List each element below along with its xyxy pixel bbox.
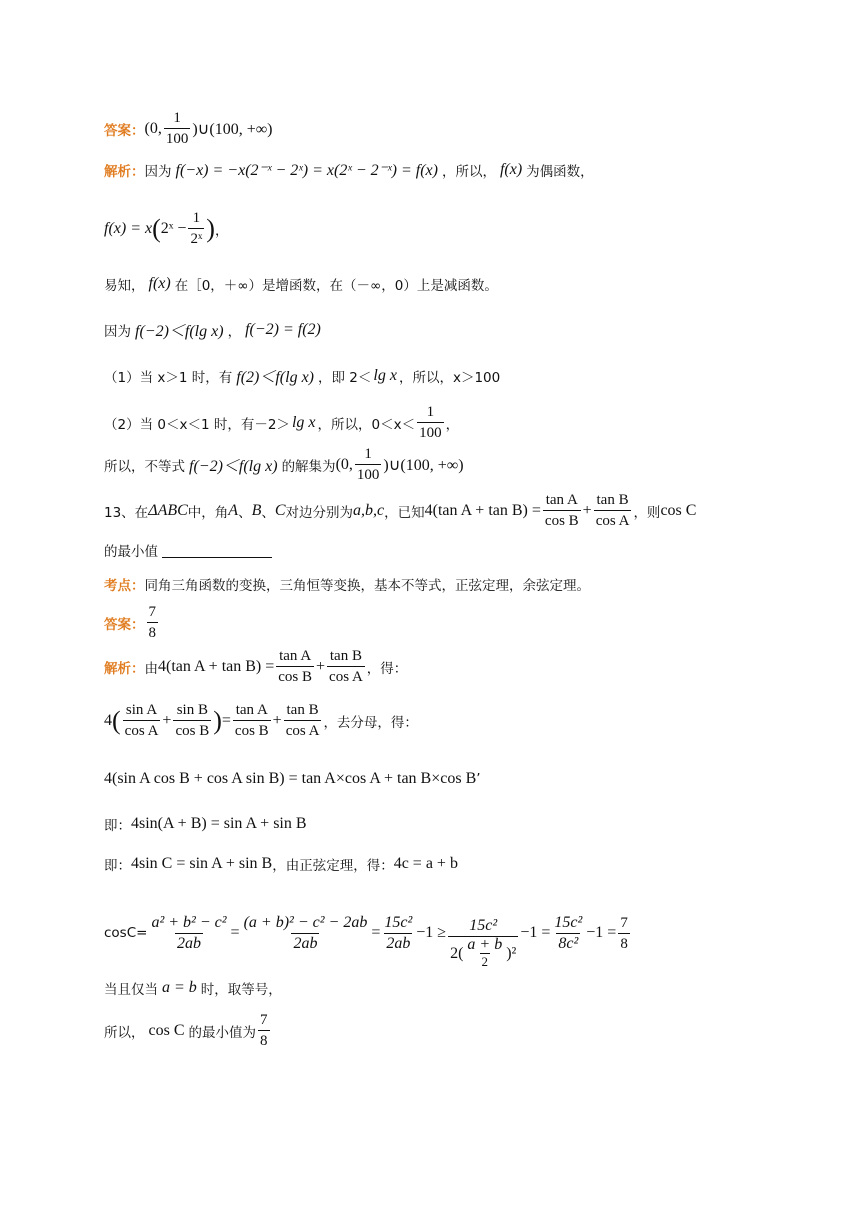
fraction	[552, 913, 584, 954]
text: 中，角	[187, 504, 229, 521]
math-expression: −1 =	[586, 924, 617, 941]
fraction	[284, 700, 322, 741]
analysis-line-2	[104, 208, 228, 249]
math-expression: 4sin(A + B) = sin A + sin B	[131, 815, 307, 832]
text: ，	[214, 222, 229, 239]
fraction-numerator: tan B	[329, 648, 362, 664]
fraction-denominator: cos B	[276, 666, 314, 687]
fraction	[543, 490, 581, 531]
math-expression: +	[272, 711, 282, 729]
math-expression: f(−x) = −x(2⁻ˣ − 2ˣ) = x(2ˣ − 2⁻ˣ) = f(x)	[175, 162, 438, 179]
fraction	[188, 208, 204, 249]
math-expression: −1 =	[520, 924, 551, 941]
fraction-numerator: tan A	[279, 648, 312, 664]
text: ，由正弦定理，得：	[272, 858, 394, 874]
fraction-numerator: sin A	[125, 702, 158, 718]
fraction-denominator: 2ab	[177, 934, 201, 952]
fraction-numerator: tan A	[545, 492, 578, 508]
text: 、	[238, 504, 252, 521]
math-expression: a = b	[162, 979, 197, 996]
text: 因为	[104, 323, 131, 340]
fraction	[594, 490, 632, 531]
math-expression: +	[582, 501, 592, 519]
fraction-numerator: 1	[364, 446, 372, 462]
analysis-colon: ：	[131, 660, 145, 677]
paren-close: )	[206, 213, 215, 243]
analysis-line-4	[104, 318, 325, 341]
analysis-line-3	[104, 274, 498, 294]
text: ，已知	[384, 504, 425, 521]
fraction-numerator: tan A	[235, 702, 268, 718]
analysis-line-5	[104, 364, 500, 387]
analysis2-line-2	[104, 700, 418, 741]
analysis2-line-3	[104, 770, 481, 788]
math-expression: 2ˣ −	[160, 219, 187, 237]
text: 因为	[144, 164, 172, 180]
text: ，所以，x＞100	[398, 369, 501, 386]
answer-label: 答案	[104, 122, 131, 139]
text: ，得：	[366, 660, 408, 677]
answer-line	[104, 108, 272, 149]
text: 当且仅当	[104, 982, 158, 998]
text: 所以，不等式	[104, 458, 185, 475]
text: 在［0，＋∞）是增函数，在（－∞，0）上是减函数。	[174, 278, 498, 294]
fraction	[327, 646, 365, 687]
fraction-numerator: (a + b)² − c² − 2ab	[243, 913, 368, 931]
math-expression: B	[251, 501, 262, 519]
math-expression: lg x	[291, 413, 316, 431]
fraction-denominator: cos A	[284, 720, 322, 741]
fraction-numerator: 7	[148, 604, 156, 620]
math-expression: C	[274, 501, 286, 519]
math-expression: 4sin C = sin A + sin B	[131, 855, 273, 872]
text: 对边分别为	[285, 504, 354, 521]
paren-close: )	[213, 705, 222, 735]
fraction	[618, 913, 630, 954]
fraction-numerator: 7	[260, 1012, 268, 1028]
fraction	[382, 913, 414, 954]
fraction-denominator: cos B	[233, 720, 271, 741]
answer-blank	[162, 543, 272, 558]
math-expression: f(−2) = f(2)	[245, 320, 321, 338]
answer-suffix: )∪(100, +∞)	[192, 120, 273, 138]
fraction	[242, 913, 370, 954]
fraction-denominator: 2	[481, 954, 489, 969]
fraction	[355, 444, 382, 485]
analysis2-line-7	[104, 978, 282, 998]
text: ，即 2＜	[318, 369, 372, 386]
analysis-line-1	[104, 160, 594, 180]
math-expression: +	[316, 657, 326, 675]
text: 的最小值	[104, 544, 158, 560]
text: ，去分母，得：	[323, 714, 418, 731]
fraction-denominator: 100	[164, 128, 191, 149]
math-expression: f(x)	[499, 161, 523, 178]
fraction-denominator: 100	[417, 422, 444, 443]
key-point-line	[104, 574, 590, 594]
fraction-numerator: 15c²	[554, 913, 583, 931]
fraction-numerator: 7	[620, 914, 628, 931]
fraction	[123, 700, 161, 741]
math-expression: 4(sin A cos B + cos A sin B) = tan A×cos A + tan B×cos B	[104, 770, 477, 787]
fraction-numerator: a + b	[467, 936, 503, 953]
answer-prefix: (0,	[144, 119, 162, 137]
math-expression: f(x) = x	[104, 219, 153, 237]
fraction-numerator: 15c²	[384, 913, 413, 931]
math-expression: f(x)	[148, 275, 171, 292]
fraction-numerator: 15c²	[469, 917, 498, 934]
fraction-denominator: 100	[355, 464, 382, 485]
fraction	[417, 402, 444, 443]
fraction	[173, 700, 211, 741]
text: ，则	[633, 504, 661, 521]
analysis-colon: ：	[131, 164, 145, 180]
key-point-colon: ：	[131, 578, 145, 594]
paren-open: (	[152, 213, 161, 243]
text: 时，取等号，	[200, 982, 282, 998]
analysis2-line-6	[104, 896, 632, 970]
math-expression: A	[228, 501, 239, 519]
text: （2）当 0＜x＜1 时，有－2＞	[104, 416, 290, 433]
fraction-denominator: 2ab	[293, 934, 318, 952]
math-expression: )²	[506, 944, 517, 962]
text: 由	[144, 660, 158, 677]
analysis2-line-5	[104, 854, 458, 874]
answer-fraction	[147, 602, 159, 643]
text: 的解集为	[281, 458, 336, 475]
fraction-numerator: 1	[192, 210, 201, 226]
math-expression: f(2)＜f(lg x)	[236, 369, 315, 386]
fraction	[276, 646, 314, 687]
fraction-numerator: a² + b² − c²	[151, 913, 227, 931]
fraction-denominator: cos B	[173, 720, 211, 741]
fraction	[258, 1010, 270, 1051]
text: ，	[227, 323, 242, 340]
fraction-denominator: 2ˣ	[188, 228, 204, 249]
paren-open: (	[112, 705, 121, 735]
text: ，所以，0＜x＜	[317, 416, 416, 433]
fraction-numerator: 1	[173, 110, 181, 126]
math-expression: (0,	[335, 455, 353, 473]
text: 、	[261, 504, 275, 521]
fraction-denominator: 2ab	[386, 934, 411, 952]
math-expression: cos C	[148, 1021, 185, 1039]
math-expression: =	[371, 924, 381, 941]
text: ，	[445, 416, 460, 433]
math-expression: =	[230, 924, 240, 941]
analysis2-line-4	[104, 814, 307, 834]
answer-label: 答案	[104, 616, 131, 633]
math-expression: 4c = a + b	[393, 855, 458, 872]
fraction-denominator: cos A	[594, 510, 632, 531]
fraction-denominator: cos A	[123, 720, 161, 741]
math-expression: =	[221, 711, 231, 729]
fraction-numerator: tan B	[596, 492, 629, 508]
question-13-line-1	[104, 490, 696, 531]
analysis-label: 解析	[104, 164, 131, 180]
analysis2-line-8	[104, 1010, 272, 1051]
fraction-denominator: 8c²	[558, 934, 579, 952]
fraction-denominator: 8	[258, 1030, 270, 1051]
math-expression: 4	[104, 711, 112, 729]
key-point-text: 同角三角函数的变换，三角恒等变换，基本不等式，正弦定理，余弦定理。	[144, 578, 590, 594]
analysis-label: 解析	[104, 660, 131, 677]
math-expression: 4(tan A + tan B) =	[158, 657, 275, 675]
fraction-numerator: tan B	[286, 702, 319, 718]
math-expression: 2(	[450, 944, 464, 962]
math-expression: ΔABC	[148, 501, 188, 519]
question-13-line-2	[104, 540, 272, 560]
fraction-numerator: 1	[426, 404, 435, 420]
analysis-line-6	[104, 402, 459, 443]
math-expression: 4(tan A + tan B) =	[424, 501, 541, 519]
fraction-denominator: 8	[618, 933, 630, 954]
math-expression: f(−2)＜f(lg x)	[189, 458, 278, 475]
text: 为偶函数，	[526, 164, 594, 180]
fraction	[465, 937, 504, 970]
analysis2-line-1	[104, 646, 407, 687]
analysis-line-7	[104, 444, 464, 485]
text: ，所以，	[441, 164, 496, 180]
answer-colon: ：	[131, 122, 145, 139]
fraction-denominator	[448, 936, 518, 970]
key-point-label: 考点	[104, 578, 131, 594]
text: 即：	[104, 818, 131, 834]
text: 的最小值为	[188, 1024, 256, 1041]
fraction	[233, 700, 271, 741]
math-expression: +	[162, 711, 172, 729]
math-expression: a,b,c	[353, 501, 385, 519]
answer-fraction	[164, 108, 191, 149]
fraction-denominator: cos B	[543, 510, 581, 531]
math-expression: lg x	[373, 366, 397, 384]
fraction	[149, 913, 228, 954]
fraction-numerator: sin B	[176, 702, 208, 718]
text: 易知，	[104, 278, 145, 294]
fraction	[448, 916, 518, 970]
math-expression: cos C	[660, 501, 697, 519]
math-expression: f(−2)＜f(lg x)	[135, 323, 224, 340]
math-expression: )∪(100, +∞)	[383, 456, 464, 474]
fraction-denominator: cos A	[327, 666, 365, 687]
math-expression: −1 ≥	[416, 924, 447, 941]
fraction-denominator: 8	[147, 622, 159, 643]
answer-colon: ：	[131, 616, 145, 633]
text: 所以，	[104, 1024, 145, 1041]
text: 13、在	[104, 504, 149, 521]
text: cosC=	[104, 925, 148, 941]
text: （1）当 x＞1 时，有	[104, 369, 233, 386]
text: ’	[476, 771, 481, 787]
answer-line-2	[104, 602, 160, 643]
text: 即：	[104, 858, 131, 874]
